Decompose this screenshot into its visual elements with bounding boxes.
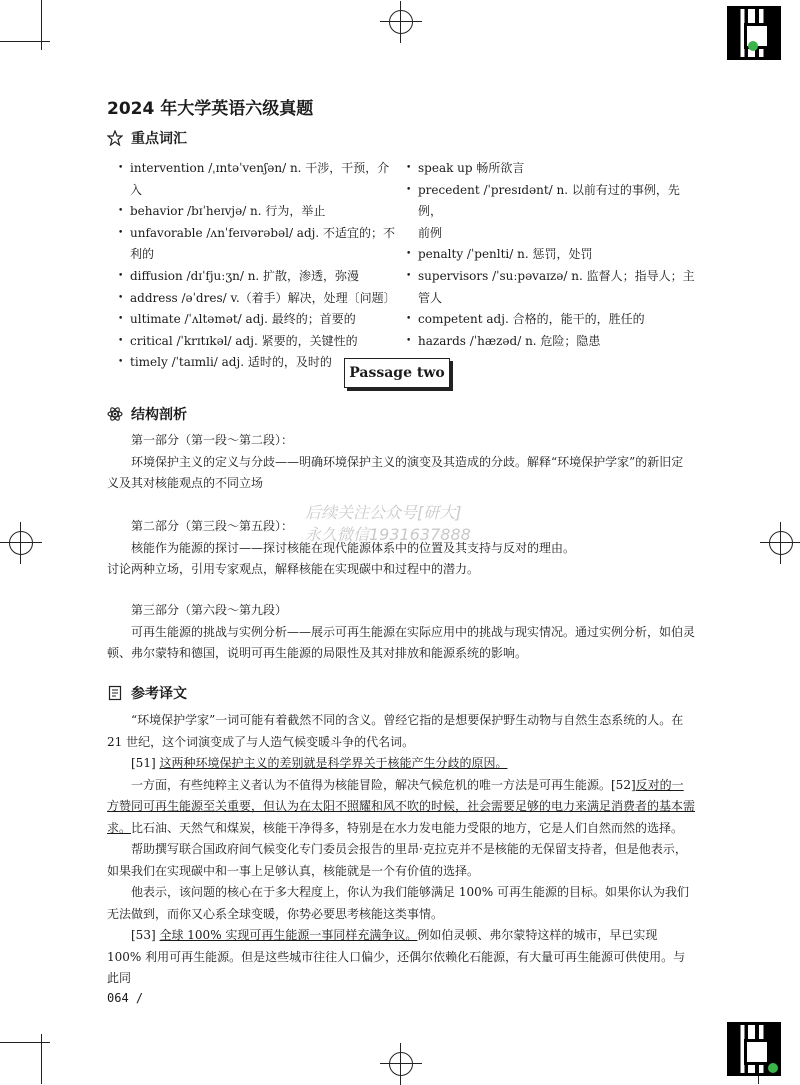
part-body: 可再生能源的挑战与实例分析——展示可再生能源在实际应用中的挑战与现实情况。通过实例分析，如伯灵顿、弗尔蒙特和德国，说明可再生能源的局限性及其对排放和能源系统的影响。 [107, 624, 696, 660]
translation-heading [107, 683, 187, 703]
structure-heading-label: 结构剖析 [131, 407, 187, 423]
vocab-item: • competent adj. 合格的，能干的，胜任的 [406, 309, 696, 331]
vocab-item: • diffusion /dɪˈfjuːʒn/ n. 扩散，渗透，弥漫 [118, 266, 398, 288]
watermark-line: 后续关注公众号[研大] [305, 503, 462, 522]
underlined-answer: 这两种环境保护主义的差别就是科学界关于核能产生分歧的原因。 [159, 756, 508, 770]
document-icon [107, 685, 123, 701]
vocab-item: • speak up 畅所欲言 [406, 158, 696, 180]
vocab-item: • timely /ˈtaɪmli/ adj. 适时的，及时的 [118, 352, 398, 374]
part-body: 讨论两种立场，引用专家观点，解释核能在实现碳中和过程中的潜力。 [107, 562, 480, 576]
question-number: [53] [131, 928, 156, 942]
vocab-item: • behavior /bɪˈheɪvjə/ n. 行为，举止 [118, 201, 398, 223]
vocab-item: • hazards /ˈhæzəd/ n. 危险；隐患 [406, 331, 696, 353]
crop-mark [0, 1042, 50, 1043]
vocab-item: • ultimate /ˈʌltəmət/ adj. 最终的；首要的 [118, 309, 398, 331]
registration-mark [389, 1052, 413, 1076]
star-icon [107, 130, 123, 146]
translation-paragraph: “环境保护学家”一词可能有着截然不同的含义。曾经它指的是想要保护野生动物与自然生态系统的人。在 21 世纪，这个词演变成了与人造气候变暖斗争的代名词。 [107, 713, 684, 749]
page-number: 064 / [107, 991, 144, 1005]
translation-paragraph [107, 925, 695, 990]
translation-text: 例如伯灵顿、弗尔蒙特这样的城市，早已实现 100% 利用可再生能源。但是这些城市往往人口偏少，还偶尔依赖化石能源，有大量可再生能源可供使用。与此同 [107, 928, 686, 985]
crop-mark [41, 0, 42, 50]
vocab-item: • precedent /ˈpresɪdənt/ n. 以前有过的事例，先例， [406, 180, 696, 223]
vocab-item-continued: 前例 [418, 225, 443, 240]
part-title: 第三部分（第六段～第九段） [131, 603, 288, 617]
vocab-item: • penalty /ˈpenlti/ n. 惩罚，处罚 [406, 244, 696, 266]
translation-text: 比石油、天然气和煤炭，核能干净得多，特别是在水力发电能力受限的地方，它是人们自然而然的选择。 [131, 820, 684, 835]
watermark-line: 永久微信1931637888 [305, 525, 471, 544]
registration-mark [389, 10, 413, 34]
vocab-list-left [118, 158, 398, 374]
qr-code-icon [727, 6, 781, 60]
translation-paragraph: 他表示，该问题的核心在于多大程度上，你认为我们能够满足 100% 可再生能源的目标。如果你认为我们无法做到，而你又心系全球变暖，你势必要思考核能这类事情。 [107, 885, 689, 921]
registration-mark [9, 531, 33, 555]
passage-label: Passage two [344, 358, 450, 388]
translation-heading-label: 参考译文 [131, 686, 187, 702]
vocab-heading-label: 重点词汇 [131, 131, 187, 147]
translation-paragraph [107, 753, 695, 775]
vocab-item: • critical /ˈkrɪtɪkəl/ adj. 紧要的，关键性的 [118, 331, 398, 353]
question-number: [51] [131, 756, 156, 770]
atom-icon [107, 406, 123, 422]
part-body: 环境保护主义的定义与分歧——明确环境保护主义的演变及其造成的分歧。解释“环境保护学家”的新旧定义及其对核能观点的不同立场 [107, 454, 684, 490]
underlined-answer: 反对的一方赞同可再生能源至关重要，但认为在太阳不照耀和风不吹的时候，社会需要足够的电力来满足消费者的基本需求。 [107, 777, 696, 835]
structure-part2 [107, 516, 695, 581]
translation-paragraph: 帮助撰写联合国政府间气候变化专门委员会报告的里昂·克拉克并不是核能的无保留支持者，但是他表示，如果我们在实现碳中和一事上足够认真，核能就是一个有价值的选择。 [107, 842, 687, 878]
crop-mark [0, 41, 50, 42]
registration-mark [769, 531, 793, 555]
vocab-item-continued: 管人 [418, 290, 443, 305]
vocab-list-right [406, 158, 696, 352]
vocab-item: • intervention /ˌɪntəˈvenʃən/ n. 干涉，干预，介入 [118, 158, 398, 201]
translation-body [107, 710, 695, 990]
underlined-answer: 全球 100% 实现可再生能源一事同样充满争议。 [159, 928, 418, 942]
translation-paragraph [107, 775, 695, 840]
structure-heading [107, 404, 187, 424]
vocab-heading [107, 128, 187, 148]
structure-part3 [107, 600, 695, 665]
vocab-item: • address /əˈdres/ v.（着手）解决，处理〔问题〕 [118, 288, 398, 310]
page-title: 2024 年大学英语六级真题 [107, 99, 314, 119]
vocab-item: • supervisors /ˈsuːpəvaɪzə/ n. 监督人；指导人；主 [406, 266, 696, 288]
translation-text: 一方面，有些纯粹主义者认为不值得为核能冒险，解决气候危机的唯一方法是可再生能源。[52] [131, 777, 636, 792]
part-body: 核能作为能源的探讨——探讨核能在现代能源体系中的位置及其支持与反对的理由。 [131, 540, 576, 555]
part-title: 第二部分（第三段～第五段）： [131, 519, 294, 533]
vocab-item: • unfavorable /ʌnˈfeɪvərəbəl/ adj. 不适宜的；不利的 [118, 223, 398, 266]
structure-part1 [107, 430, 695, 495]
qr-code-icon [727, 1022, 781, 1076]
part-title: 第一部分（第一段～第二段）： [131, 433, 294, 447]
